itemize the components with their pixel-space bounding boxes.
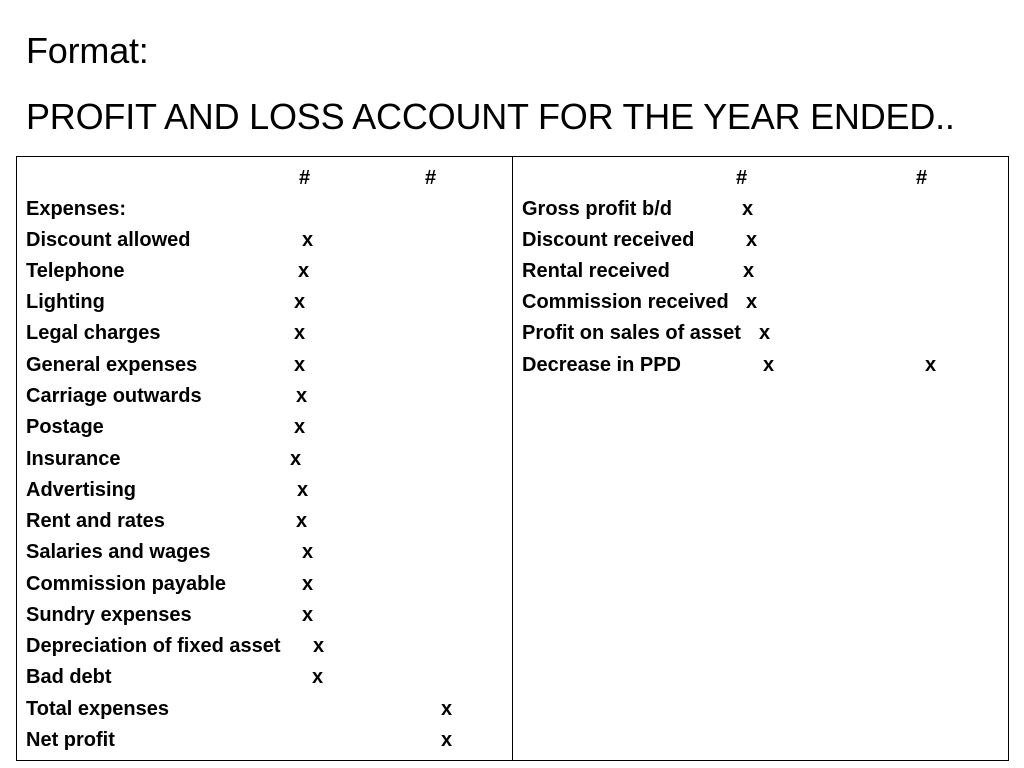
expense-amount: x <box>302 573 314 595</box>
credit-col2-header: # <box>916 167 928 189</box>
expense-label: Lighting <box>26 291 105 313</box>
expense-label: Bad debt <box>26 666 112 688</box>
debit-col1-header: # <box>299 167 311 189</box>
debit-col2-header: # <box>425 167 437 189</box>
expense-label: Salaries and wages <box>26 541 211 563</box>
income-amount: x <box>759 322 771 344</box>
expense-amount: x <box>313 635 325 657</box>
total-expenses-amount: x <box>441 698 453 720</box>
expense-label: Legal charges <box>26 322 161 344</box>
format-heading: Format: <box>26 30 149 71</box>
expense-label: Insurance <box>26 448 121 470</box>
income-amount: x <box>763 354 775 376</box>
expense-label: Rent and rates <box>26 510 165 532</box>
expense-label: Commission payable <box>26 573 227 595</box>
expense-label: Depreciation of fixed asset <box>26 635 281 657</box>
income-label: Discount received <box>522 229 695 251</box>
expense-label: General expenses <box>26 354 198 376</box>
total-expenses-label: Total expenses <box>26 698 170 720</box>
expense-label: Postage <box>26 416 104 438</box>
expense-label: Carriage outwards <box>26 385 202 407</box>
income-amount: x <box>746 229 758 251</box>
expense-amount: x <box>302 604 314 626</box>
expense-amount: x <box>302 229 314 251</box>
income-label: Profit on sales of asset <box>522 322 741 344</box>
net-profit-label: Net profit <box>26 729 115 751</box>
income-label: Decrease in PPD <box>522 354 681 376</box>
expense-amount: x <box>296 385 308 407</box>
expense-label: Sundry expenses <box>26 604 192 626</box>
income-amount: x <box>742 198 754 220</box>
column-divider <box>512 157 513 760</box>
income-label: Rental received <box>522 260 670 282</box>
income-label: Gross profit b/d <box>522 198 672 220</box>
account-title: PROFIT AND LOSS ACCOUNT FOR THE YEAR ENDED.. <box>26 96 955 137</box>
net-profit-amount: x <box>441 729 453 751</box>
income-amount: x <box>746 291 758 313</box>
expense-label: Advertising <box>26 479 137 501</box>
expense-amount: x <box>312 666 324 688</box>
expense-amount: x <box>294 322 306 344</box>
expense-amount: x <box>296 510 308 532</box>
income-label: Commission received <box>522 291 729 313</box>
expense-amount: x <box>294 354 306 376</box>
expense-amount: x <box>302 541 314 563</box>
expense-label: Discount allowed <box>26 229 191 251</box>
expense-amount: x <box>298 260 310 282</box>
expense-amount: x <box>290 448 302 470</box>
credit-col1-header: # <box>736 167 748 189</box>
income-amount: x <box>743 260 755 282</box>
profit-loss-table <box>16 156 1009 761</box>
expense-label: Telephone <box>26 260 125 282</box>
expenses-label: Expenses: <box>26 198 127 220</box>
expense-amount: x <box>294 291 306 313</box>
income-total: x <box>925 354 937 376</box>
expense-amount: x <box>294 416 306 438</box>
expense-amount: x <box>297 479 309 501</box>
